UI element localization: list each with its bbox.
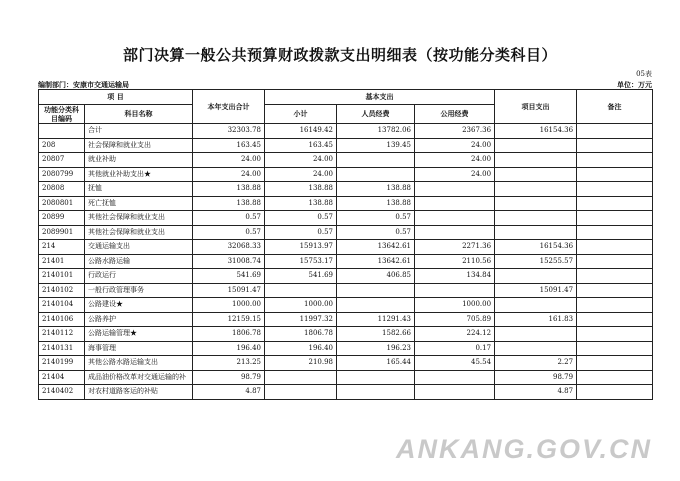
cell-remark: [577, 167, 653, 182]
cell-total: 4.87: [193, 385, 265, 400]
cell-name: 其他社会保障和就业支出: [85, 211, 193, 226]
cell-project: [495, 327, 577, 342]
table-row: [39, 153, 653, 168]
cell-name: 社会保障和就业支出: [85, 138, 193, 153]
cell-personnel: [337, 370, 415, 385]
cell-name: 行政运行: [85, 269, 193, 284]
cell-code: 20807: [39, 153, 85, 168]
cell-public: 24.00: [415, 167, 495, 182]
cell-subtotal: 1000.00: [265, 298, 337, 313]
cell-total: 138.88: [193, 196, 265, 211]
cell-code: 21401: [39, 254, 85, 269]
cell-code: 21404: [39, 370, 85, 385]
cell-code: 208: [39, 138, 85, 153]
table-row: [39, 182, 653, 197]
cell-total: 138.88: [193, 182, 265, 197]
cell-total: 213.25: [193, 356, 265, 371]
cell-code: 2140402: [39, 385, 85, 400]
header-remark: 备注: [577, 90, 653, 124]
cell-subtotal: 0.57: [265, 211, 337, 226]
cell-total: 31008.74: [193, 254, 265, 269]
cell-code: 2080801: [39, 196, 85, 211]
table-row: [39, 385, 653, 400]
table-number: 05表: [636, 70, 652, 78]
cell-project: [495, 196, 577, 211]
table-row: [39, 356, 653, 371]
cell-total: 24.00: [193, 153, 265, 168]
cell-public: 705.89: [415, 312, 495, 327]
cell-public: [415, 182, 495, 197]
cell-subtotal: 138.88: [265, 196, 337, 211]
cell-public: 2367.36: [415, 124, 495, 139]
cell-personnel: 11291.43: [337, 312, 415, 327]
cell-subtotal: 1806.78: [265, 327, 337, 342]
cell-code: 2140199: [39, 356, 85, 371]
cell-personnel: 0.57: [337, 211, 415, 226]
cell-public: [415, 283, 495, 298]
cell-subtotal: 138.88: [265, 182, 337, 197]
cell-project: 161.83: [495, 312, 577, 327]
cell-project: [495, 211, 577, 226]
cell-total: 15091.47: [193, 283, 265, 298]
cell-name: 公路养护: [85, 312, 193, 327]
watermark: ANKANG.GOV.CN: [396, 434, 653, 464]
cell-project: 4.87: [495, 385, 577, 400]
header-subtotal: 小计: [265, 105, 337, 124]
cell-project: 98.79: [495, 370, 577, 385]
table-row: [39, 167, 653, 182]
cell-remark: [577, 254, 653, 269]
table-row: [39, 341, 653, 356]
table-row: [39, 211, 653, 226]
cell-code: 2140101: [39, 269, 85, 284]
cell-subtotal: [265, 370, 337, 385]
header-total: 本年支出合计: [193, 90, 265, 124]
cell-remark: [577, 283, 653, 298]
unit-label: 单位：万元: [617, 80, 652, 89]
cell-remark: [577, 182, 653, 197]
cell-code: 2140104: [39, 298, 85, 313]
cell-remark: [577, 298, 653, 313]
cell-personnel: 13782.06: [337, 124, 415, 139]
table-row: [39, 240, 653, 255]
cell-public: 134.84: [415, 269, 495, 284]
cell-remark: [577, 341, 653, 356]
cell-name: 公路运输管理★: [85, 327, 193, 342]
cell-project: [495, 298, 577, 313]
cell-total: 0.57: [193, 211, 265, 226]
cell-public: [415, 385, 495, 400]
cell-total: 0.57: [193, 225, 265, 240]
cell-subtotal: 0.57: [265, 225, 337, 240]
table-row: [39, 254, 653, 269]
cell-personnel: 165.44: [337, 356, 415, 371]
header-basic: 基本支出: [265, 90, 495, 105]
cell-subtotal: 24.00: [265, 167, 337, 182]
cell-project: [495, 225, 577, 240]
cell-remark: [577, 269, 653, 284]
cell-code: 2140131: [39, 341, 85, 356]
cell-name: 就业补助: [85, 153, 193, 168]
cell-name: 一般行政管理事务: [85, 283, 193, 298]
header-project-exp: 项目支出: [495, 90, 577, 124]
cell-code: 2140106: [39, 312, 85, 327]
cell-name: 其他社会保障和就业支出: [85, 225, 193, 240]
cell-name: 抚恤: [85, 182, 193, 197]
cell-personnel: 139.45: [337, 138, 415, 153]
cell-personnel: 1582.66: [337, 327, 415, 342]
cell-name: 交通运输支出: [85, 240, 193, 255]
cell-personnel: 406.85: [337, 269, 415, 284]
cell-name: 死亡抚恤: [85, 196, 193, 211]
cell-public: 0.17: [415, 341, 495, 356]
cell-total: 24.00: [193, 167, 265, 182]
cell-personnel: 138.88: [337, 196, 415, 211]
cell-code: 2140112: [39, 327, 85, 342]
header-func-code: 功能分类科目编码: [39, 105, 85, 124]
cell-remark: [577, 312, 653, 327]
cell-public: 24.00: [415, 138, 495, 153]
cell-remark: [577, 385, 653, 400]
cell-subtotal: 16149.42: [265, 124, 337, 139]
cell-subtotal: 11997.32: [265, 312, 337, 327]
cell-public: [415, 196, 495, 211]
table-row: [39, 312, 653, 327]
table-row: [39, 298, 653, 313]
cell-remark: [577, 138, 653, 153]
cell-personnel: [337, 153, 415, 168]
cell-public: [415, 211, 495, 226]
cell-public: 2110.56: [415, 254, 495, 269]
cell-remark: [577, 196, 653, 211]
cell-remark: [577, 240, 653, 255]
table-row: [39, 269, 653, 284]
cell-subtotal: 196.40: [265, 341, 337, 356]
cell-project: 16154.36: [495, 124, 577, 139]
cell-subtotal: 163.45: [265, 138, 337, 153]
cell-personnel: 0.57: [337, 225, 415, 240]
cell-project: [495, 269, 577, 284]
cell-remark: [577, 124, 653, 139]
table-row: [39, 283, 653, 298]
cell-name: 公路建设★: [85, 298, 193, 313]
cell-project: [495, 341, 577, 356]
cell-code: 2140102: [39, 283, 85, 298]
cell-code: 2080799: [39, 167, 85, 182]
cell-total: 541.69: [193, 269, 265, 284]
cell-project: 15255.57: [495, 254, 577, 269]
cell-subtotal: 210.98: [265, 356, 337, 371]
cell-name: 成品油价格改革对交通运输的补: [85, 370, 193, 385]
cell-project: [495, 138, 577, 153]
cell-total: 163.45: [193, 138, 265, 153]
cell-total: 1000.00: [193, 298, 265, 313]
cell-project: [495, 182, 577, 197]
cell-personnel: 13642.61: [337, 254, 415, 269]
cell-remark: [577, 356, 653, 371]
cell-code: 20899: [39, 211, 85, 226]
header-public: 公用经费: [415, 105, 495, 124]
table-row: [39, 138, 653, 153]
cell-code: [39, 124, 85, 139]
cell-subtotal: 15913.97: [265, 240, 337, 255]
cell-project: [495, 153, 577, 168]
cell-public: [415, 225, 495, 240]
cell-name: 其他就业补助支出★: [85, 167, 193, 182]
table-row: [39, 370, 653, 385]
cell-remark: [577, 327, 653, 342]
org-label: 编制部门：安康市交通运输局: [38, 80, 129, 89]
cell-personnel: [337, 298, 415, 313]
header-personnel: 人员经费: [337, 105, 415, 124]
cell-code: 20808: [39, 182, 85, 197]
cell-project: 2.27: [495, 356, 577, 371]
cell-personnel: [337, 385, 415, 400]
cell-public: 224.12: [415, 327, 495, 342]
cell-project: [495, 167, 577, 182]
cell-subtotal: 15753.17: [265, 254, 337, 269]
cell-personnel: [337, 283, 415, 298]
cell-subtotal: [265, 283, 337, 298]
cell-total: 98.79: [193, 370, 265, 385]
cell-remark: [577, 153, 653, 168]
cell-public: 45.54: [415, 356, 495, 371]
cell-remark: [577, 225, 653, 240]
cell-subtotal: [265, 385, 337, 400]
table-body: [39, 124, 653, 400]
cell-remark: [577, 370, 653, 385]
table-row: [39, 124, 653, 139]
cell-project: 16154.36: [495, 240, 577, 255]
header-subject-name: 科目名称: [85, 105, 193, 124]
cell-name: 其他公路水路运输支出: [85, 356, 193, 371]
cell-project: 15091.47: [495, 283, 577, 298]
cell-subtotal: 24.00: [265, 153, 337, 168]
cell-personnel: 138.88: [337, 182, 415, 197]
header-project: 项 目: [39, 90, 193, 105]
cell-name: 公路水路运输: [85, 254, 193, 269]
table-row: [39, 196, 653, 211]
cell-personnel: 196.23: [337, 341, 415, 356]
cell-total: 32303.78: [193, 124, 265, 139]
cell-subtotal: 541.69: [265, 269, 337, 284]
cell-total: 196.40: [193, 341, 265, 356]
page-title: 部门决算一般公共预算财政拨款支出明细表（按功能分类科目）: [122, 46, 557, 64]
cell-personnel: [337, 167, 415, 182]
table-row: [39, 327, 653, 342]
cell-code: 2089901: [39, 225, 85, 240]
cell-name: 海事管理: [85, 341, 193, 356]
cell-total: 1806.78: [193, 327, 265, 342]
cell-code: 214: [39, 240, 85, 255]
cell-public: 1000.00: [415, 298, 495, 313]
cell-total: 12159.15: [193, 312, 265, 327]
cell-total: 32068.33: [193, 240, 265, 255]
cell-remark: [577, 211, 653, 226]
cell-public: 24.00: [415, 153, 495, 168]
cell-public: [415, 370, 495, 385]
cell-public: 2271.36: [415, 240, 495, 255]
cell-personnel: 13642.61: [337, 240, 415, 255]
expenditure-table: [38, 89, 653, 400]
table-row: [39, 225, 653, 240]
cell-name: 对农村道路客运的补贴: [85, 385, 193, 400]
cell-name: 合计: [85, 124, 193, 139]
